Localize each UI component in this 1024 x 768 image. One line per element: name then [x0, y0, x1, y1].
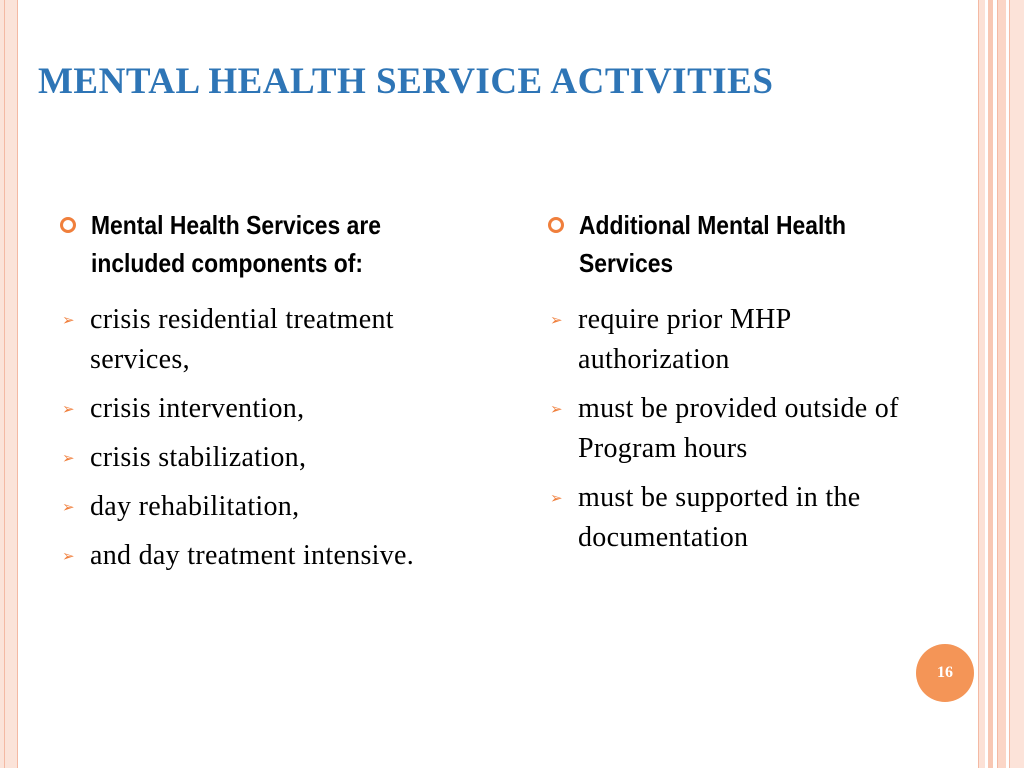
chevron-right-icon: ➢ [550, 489, 563, 507]
stripe [988, 0, 993, 768]
list-item [60, 487, 490, 527]
chevron-right-icon: ➢ [62, 400, 75, 418]
list-item-text: day rehabilitation, [90, 491, 300, 522]
right-stripes-decoration [978, 0, 1024, 768]
left-item-list [60, 300, 490, 576]
list-item [548, 389, 948, 469]
list-item-text: require prior MHP authorization [578, 304, 791, 375]
right-column [548, 206, 948, 567]
list-item-text: must be supported in the documentation [578, 482, 861, 553]
list-item [60, 300, 490, 380]
list-item-text: crisis stabilization, [90, 442, 307, 473]
slide-title: MENTAL HEALTH SERVICE ACTIVITIES [38, 61, 774, 102]
chevron-right-icon: ➢ [62, 311, 75, 329]
left-column [60, 206, 490, 585]
stripe [1009, 0, 1024, 768]
chevron-right-icon: ➢ [550, 311, 563, 329]
right-column-heading [548, 206, 948, 282]
chevron-right-icon: ➢ [62, 449, 75, 467]
ring-bullet-icon [60, 217, 76, 233]
left-border-decoration [0, 0, 18, 768]
left-column-heading [60, 206, 490, 282]
left-heading-text: Mental Health Services are included components of: [91, 210, 381, 278]
list-item [60, 438, 490, 478]
list-item [548, 300, 948, 380]
list-item-text: must be provided outside of Program hours [578, 393, 899, 464]
chevron-right-icon: ➢ [550, 400, 563, 418]
list-item-text: crisis residential treatment services, [90, 304, 394, 375]
list-item-text: and day treatment intensive. [90, 540, 415, 571]
page-number-badge: 16 [916, 644, 974, 702]
list-item [60, 536, 490, 576]
stripe [978, 0, 985, 768]
list-item [60, 389, 490, 429]
right-item-list [548, 300, 948, 558]
list-item-text: crisis intervention, [90, 393, 305, 424]
ring-bullet-icon [548, 217, 564, 233]
right-heading-text: Additional Mental Health Services [579, 210, 846, 278]
stripe [997, 0, 1006, 768]
chevron-right-icon: ➢ [62, 547, 75, 565]
chevron-right-icon: ➢ [62, 498, 75, 516]
list-item [548, 478, 948, 558]
